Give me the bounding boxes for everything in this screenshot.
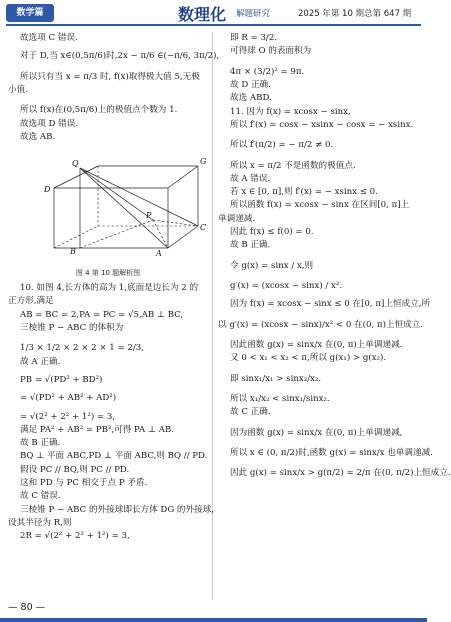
- text-line: = √(PD² + AB² + AD²): [20, 393, 117, 404]
- right-column: [218, 32, 451, 480]
- text-line: 4π × (3/2)² = 9π.: [230, 66, 305, 77]
- magazine-subtitle: 解题研究: [236, 9, 271, 19]
- text-line: PB = √(PD² + BD²): [20, 374, 103, 385]
- text-line: AB = BC = 2,PA = PC = √5,AB ⊥ BC,: [20, 309, 184, 320]
- edge-line: [168, 166, 198, 188]
- text-line: 故 D 正确.: [230, 79, 271, 90]
- label-q: Q: [72, 159, 79, 169]
- edge-line: [80, 168, 153, 220]
- text-line: 假设 PC // BQ,则 PC // PD.: [20, 464, 130, 475]
- text-line: 故 A 正确.: [20, 356, 61, 367]
- text-line: 若 x ∈ [0, π],则 f′(x) = − xsinx ≤ 0.: [230, 187, 378, 198]
- text-line: 小值.: [8, 84, 28, 95]
- text-line: 单调递减.: [218, 213, 256, 224]
- header-rule: [6, 24, 421, 26]
- page-header: [0, 0, 427, 34]
- text-line: 即 R = 3/2.: [230, 33, 278, 43]
- text-line: 设其半径为 R,则: [8, 518, 72, 529]
- text-line: 2R = √(2² + 2² + 1²) = 3,: [20, 531, 130, 542]
- text-line: 所以 x ∈ (0, π/2)时,函数 g(x) = sinx/x 也单调递减.: [230, 447, 433, 458]
- text-line: 故 B 正确.: [230, 240, 271, 251]
- text-line: 故 C 正确.: [230, 407, 271, 418]
- text-line: 所以 x₁/x₂ < sinx₁/sinx₂.: [230, 393, 330, 404]
- footer-bar: [0, 618, 427, 622]
- text-line: 三棱锥 P − ABC 的体积为: [20, 322, 124, 333]
- text-line: 所以 f(x)在(0,5π/6)上的极值点个数为 1.: [20, 105, 178, 116]
- label-c: C: [200, 223, 207, 233]
- text-line: 故 A 错误.: [230, 173, 271, 184]
- text-line: 1/3 × 1/2 × 2 × 2 × 1 = 2/3,: [20, 343, 144, 354]
- label-d: D: [44, 185, 51, 195]
- page-number: — 80 —: [8, 602, 46, 613]
- text-line: 故 B 正确.: [20, 438, 61, 449]
- hidden-edge: [54, 226, 98, 248]
- text-line: 以 g′(x) = (xcosx − sinx)/x² < 0 在(0, π)上恒成立.: [218, 319, 424, 330]
- text-line: 11. 因为 f(x) = xcosx − sinx,: [230, 106, 351, 117]
- text-line: 10. 如图 4,长方体的高为 1,底面是边长为 2 的: [20, 283, 199, 294]
- issue-info: 2025 年第 10 期总第 647 期: [298, 9, 412, 19]
- text-line: 所以 f′(π/2) = − π/2 ≠ 0.: [230, 140, 334, 151]
- label-a: A: [156, 249, 162, 259]
- text-line: 因此 g(x) = sinx/x > g(π/2) = 2/π 在(0, π/2)上恒成立.: [230, 468, 451, 479]
- edge-line: [80, 168, 168, 248]
- text-line: BQ ⊥ 平面 ABC,PD ⊥ 平面 ABC,则 BQ // PD.: [20, 451, 208, 462]
- cuboid-diagram: [8, 148, 208, 266]
- magazine-title: 数理化: [178, 5, 227, 24]
- text-line: 因此函数 g(x) = sinx/x 在(0, π)上单调递减.: [230, 339, 403, 350]
- edge-line: [54, 166, 98, 188]
- geometry-figure: [8, 148, 208, 266]
- text-line: 所以 x = π/2 不是函数的极值点.: [230, 160, 356, 171]
- label-b: B: [70, 247, 76, 257]
- text-line: = √(2² + 2² + 1²) = 3,: [20, 411, 116, 422]
- figure-caption: 图 4 第 10 题解析图: [75, 269, 141, 278]
- text-line: 所以只有当 x = π/3 时, f(x)取得极大值 5,无极: [20, 71, 200, 82]
- text-line: 这和 PD 与 PC 相交于点 P 矛盾.: [20, 478, 148, 489]
- hidden-edge: [153, 220, 168, 248]
- label-p: P: [146, 211, 152, 221]
- text-line: 即 sinx₁/x₁ > sinx₂/x₂.: [230, 373, 322, 384]
- edge-line: [168, 226, 198, 248]
- text-line: 令 g(x) = sinx / x,则: [230, 260, 314, 271]
- label-g: G: [200, 157, 207, 167]
- text-line: 所以 f′(x) = cosx − xsinx − cosx = − xsinx.: [230, 119, 414, 130]
- text-line: 所以函数 f(x) = xcosx − sinx 在区间[0, π]上: [230, 200, 410, 211]
- text-line: g′(x) = (xcosx − sinx) / x².: [230, 281, 343, 291]
- text-line: 因为 f(x) = xcosx − sinx ≤ 0 在[0, π]上恒成立,所: [230, 299, 431, 310]
- text-line: 正方形,满足: [8, 296, 54, 307]
- text-line: 故 C 错误.: [20, 491, 61, 502]
- text-line: 因为函数 g(x) = sinx/x 在(0, π)上单调递减,: [230, 427, 403, 438]
- text-line: 因此 f(x) ≤ f(0) = 0.: [230, 227, 314, 238]
- section-badge: 数学篇: [6, 4, 54, 22]
- text-line: 又 0 < x₁ < x₂ < π,所以 g(x₁) > g(x₂).: [230, 353, 387, 364]
- text-line: 故选项 D 错误.: [20, 118, 79, 129]
- left-column: [8, 32, 220, 544]
- text-line: 满足 PA² + AB² = PB²,可得 PA ⊥ AB.: [20, 424, 175, 435]
- text-line: 故选 AB.: [20, 131, 56, 142]
- text-line: 对于 D,当 x∈(0,5π/6)时,2x − π/6 ∈(−π/6, 3π/2),: [20, 51, 220, 62]
- text-line: 故选 ABD.: [230, 93, 272, 104]
- text-line: 故选项 C 错误.: [20, 33, 78, 43]
- text-line: 可得球 O 的表面积为: [230, 46, 312, 57]
- text-line: 三棱锥 P − ABC 的外接球即长方体 DG 的外接球,: [20, 504, 215, 515]
